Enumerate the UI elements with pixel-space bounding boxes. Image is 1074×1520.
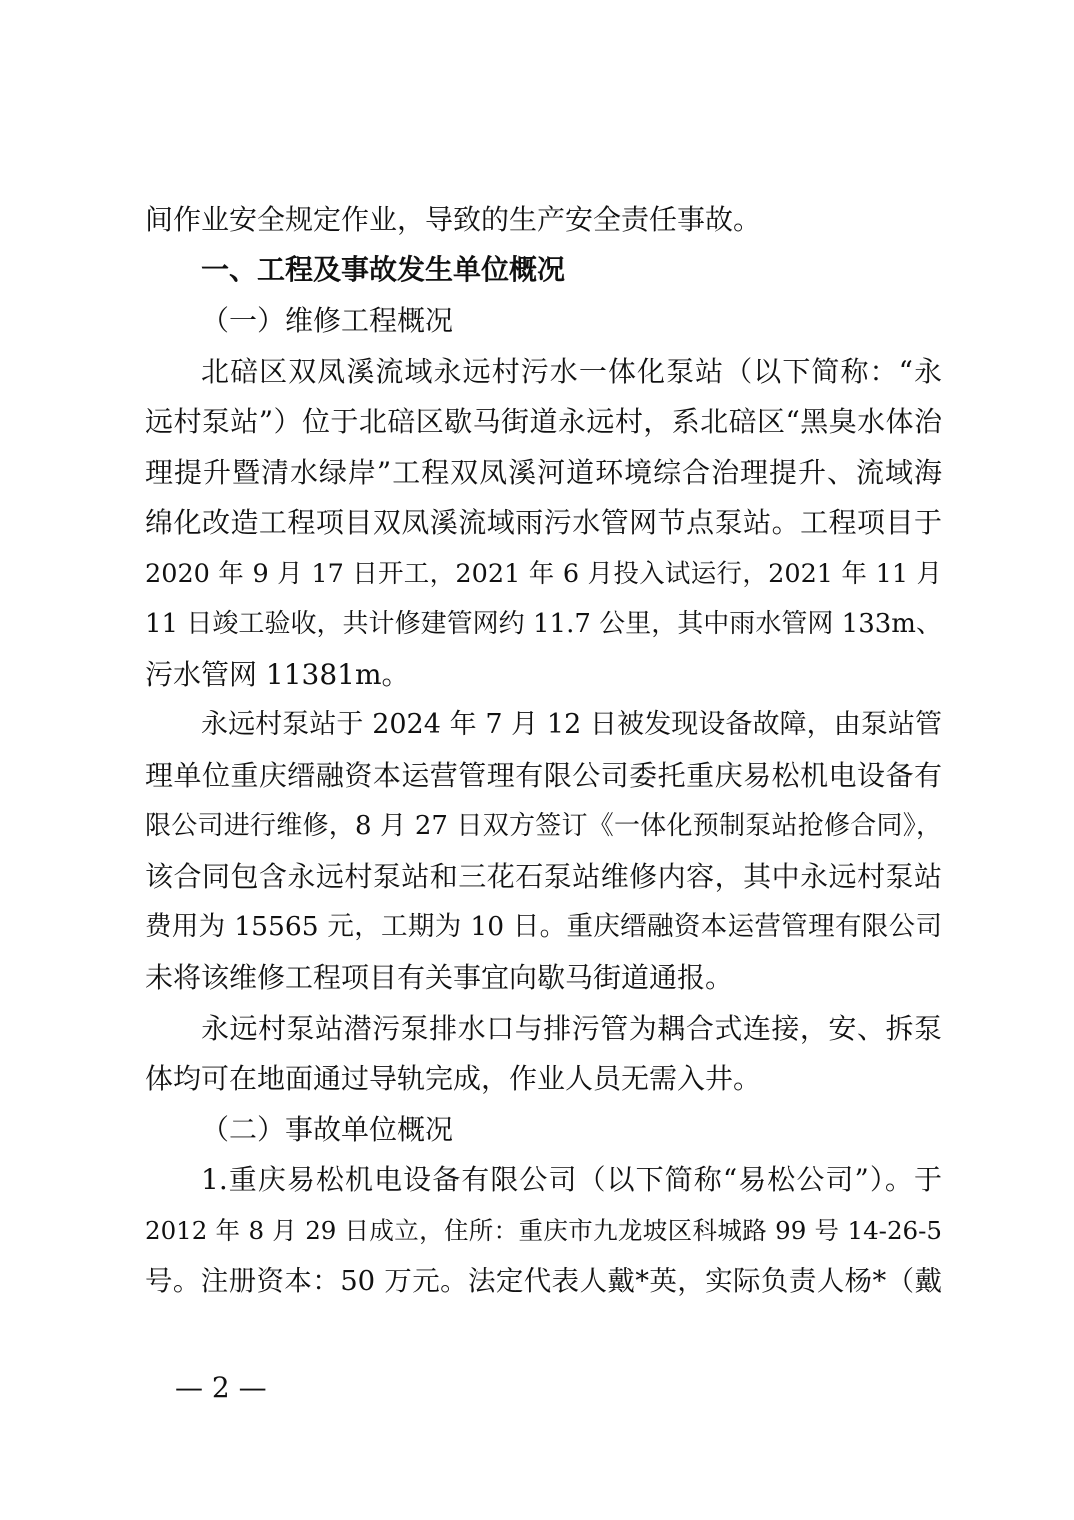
body-line: 永远村泵站于 2024 年 7 月 12 日被发现设备故障，由泵站管 (201, 709, 942, 740)
body-line: 绵化改造工程项目双凤溪流域雨污水管网节点泵站。工程项目于 (145, 506, 942, 539)
body-line: 污水管网 11381m。 (145, 658, 410, 691)
body-line: 北碚区双凤溪流域永远村污水一体化泵站（以下简称：“永 (201, 355, 942, 388)
body-line: 11 日竣工验收，共计修建管网约 11.7 公里，其中雨水管网 133m、 (145, 609, 942, 639)
body-line: 间作业安全规定作业，导致的生产安全责任事故。 (145, 203, 762, 236)
subsection-heading: （二）事故单位概况 (201, 1113, 454, 1146)
body-line: 1.重庆易松机电设备有限公司（以下简称“易松公司”）。于 (201, 1163, 942, 1196)
body-line: 2020 年 9 月 17 日开工，2021 年 6 月投入试运行，2021 年 11 月 (145, 559, 942, 589)
body-line: 2012 年 8 月 29 日成立，住所：重庆市九龙坡区科城路 99 号 14-26-5 (145, 1216, 942, 1245)
body-line: 理提升暨清水绿岸”工程双凤溪河道环境综合治理提升、流域海 (145, 456, 942, 489)
body-line: 费用为 15565 元，工期为 10 日。重庆缙融资本运营管理有限公司 (145, 911, 942, 942)
body-line: 理单位重庆缙融资本运营管理有限公司委托重庆易松机电设备有 (145, 759, 942, 792)
body-line: 未将该维修工程项目有关事宜向歇马街道通报。 (145, 961, 734, 994)
section-heading: 一、工程及事故发生单位概况 (201, 253, 566, 286)
body-line: 远村泵站”）位于北碚区歇马街道永远村，系北碚区“黑臭水体治 (145, 405, 942, 438)
body-line: 体均可在地面通过导轨完成，作业人员无需入井。 (145, 1062, 762, 1095)
body-line: 号。注册资本：50 万元。法定代表人戴*英，实际负责人杨*（戴 (145, 1265, 942, 1297)
subsection-heading: （一）维修工程概况 (201, 304, 454, 337)
page-number: — 2 — (175, 1371, 267, 1404)
body-line: 该合同包含永远村泵站和三花石泵站维修内容，其中永远村泵站 (145, 860, 942, 893)
body-line: 限公司进行维修，8 月 27 日双方签订《一体化预制泵站抢修合同》， (145, 811, 942, 841)
body-line: 永远村泵站潜污泵排水口与排污管为耦合式连接，安、拆泵 (201, 1012, 942, 1045)
